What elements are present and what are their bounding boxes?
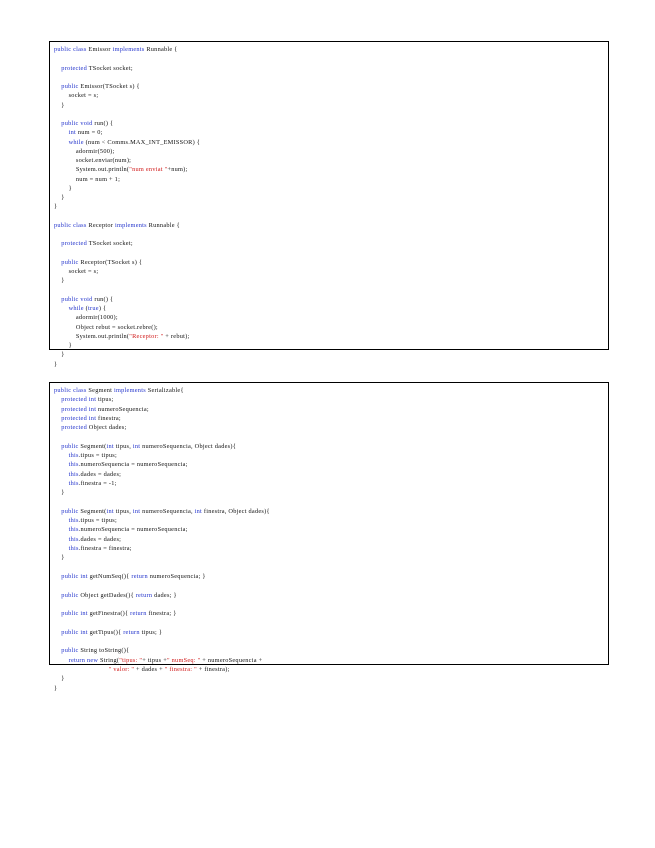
code-line bbox=[54, 332, 608, 341]
keyword-token: public bbox=[61, 83, 81, 90]
code-line bbox=[54, 386, 608, 395]
code-token: socket = s; bbox=[54, 92, 99, 100]
code-token: num = 0; bbox=[77, 129, 103, 137]
code-token: + finestra); bbox=[196, 665, 230, 673]
code-line bbox=[54, 656, 608, 665]
code-token: System.out.println( bbox=[54, 332, 130, 340]
keyword-token: public class bbox=[54, 387, 89, 394]
code-line bbox=[54, 119, 608, 128]
code-token bbox=[54, 526, 69, 533]
keyword-token: implements bbox=[112, 46, 147, 53]
string-token: " valor: " bbox=[108, 665, 135, 673]
keyword-token: int bbox=[132, 442, 143, 450]
keyword-token: public bbox=[61, 591, 81, 599]
code-token: run() { bbox=[94, 295, 114, 303]
code-token: } bbox=[54, 360, 58, 368]
code-token: adormir(500); bbox=[54, 147, 115, 155]
code-token: Object getDades(){ bbox=[80, 591, 136, 599]
code-token: tipus, bbox=[115, 442, 133, 450]
code-token: Receptor(TSocket s) { bbox=[80, 258, 143, 266]
code-token: } bbox=[54, 684, 58, 692]
keyword-token: protected bbox=[61, 240, 89, 248]
code-token: ( bbox=[85, 305, 89, 312]
keyword-token: protected bbox=[61, 424, 89, 432]
code-line bbox=[54, 184, 608, 193]
code-token: .numeroSequencia = numeroSequencia; bbox=[78, 526, 188, 534]
code-token bbox=[54, 517, 69, 524]
keyword-token: protected int bbox=[61, 405, 99, 413]
string-token: " finestra: " bbox=[164, 665, 197, 673]
keyword-token: public bbox=[61, 258, 81, 266]
code-token: } bbox=[54, 203, 58, 211]
code-line bbox=[54, 525, 608, 534]
code-line bbox=[54, 572, 608, 581]
code-token: tipus; } bbox=[141, 628, 163, 636]
code-line bbox=[54, 267, 608, 276]
code-token: + dades + bbox=[134, 665, 165, 673]
code-token bbox=[54, 452, 69, 459]
code-token: Emissor(TSocket s) { bbox=[80, 83, 140, 90]
code-token: Segment( bbox=[80, 442, 107, 450]
code-token: finestra, Object dades){ bbox=[203, 507, 270, 515]
code-token bbox=[54, 536, 69, 543]
code-token: numeroSequencia, bbox=[142, 507, 195, 515]
keyword-token: this bbox=[68, 470, 79, 478]
code-token: } bbox=[54, 194, 65, 201]
code-token: socket = s; bbox=[54, 268, 99, 275]
code-token: Runnable { bbox=[148, 221, 180, 229]
keyword-token: return bbox=[123, 628, 142, 636]
code-line bbox=[54, 470, 608, 479]
code-line bbox=[54, 442, 608, 451]
code-token bbox=[54, 305, 69, 312]
code-token: } bbox=[54, 489, 65, 497]
keyword-token: public bbox=[61, 442, 81, 450]
code-line bbox=[54, 618, 608, 627]
code-line bbox=[54, 637, 608, 646]
code-token bbox=[54, 471, 69, 478]
code-line bbox=[54, 304, 608, 313]
code-token: .dades = dades; bbox=[78, 535, 122, 543]
keyword-token: this bbox=[68, 517, 79, 525]
code-token: finestra; bbox=[98, 414, 121, 422]
keyword-token: true bbox=[88, 305, 99, 312]
keyword-token: while bbox=[68, 305, 86, 312]
code-line bbox=[54, 276, 608, 285]
code-line bbox=[54, 451, 608, 460]
code-line bbox=[54, 64, 608, 73]
keyword-token: public bbox=[61, 647, 81, 655]
code-token bbox=[54, 461, 69, 468]
keyword-token: public class bbox=[54, 221, 89, 229]
code-line bbox=[54, 350, 608, 359]
code-line bbox=[54, 175, 608, 184]
keyword-token: int bbox=[68, 129, 78, 137]
code-token: getTipus(){ bbox=[89, 628, 124, 636]
code-token: String toString(){ bbox=[80, 647, 130, 655]
keyword-token: return bbox=[131, 572, 150, 580]
code-token: String( bbox=[100, 656, 120, 664]
code-line bbox=[54, 432, 608, 441]
code-line bbox=[54, 479, 608, 488]
code-token: } bbox=[54, 351, 65, 359]
code-line bbox=[54, 341, 608, 350]
code-line bbox=[54, 488, 608, 497]
code-line bbox=[54, 128, 608, 137]
code-token: .finestra = -1; bbox=[78, 479, 117, 487]
code-line bbox=[54, 54, 608, 63]
code-line bbox=[54, 609, 608, 618]
keyword-token: this bbox=[68, 526, 79, 534]
code-token: .numeroSequencia = numeroSequencia; bbox=[78, 461, 188, 469]
code-token: finestra; } bbox=[148, 610, 177, 618]
code-token: tipus; bbox=[98, 396, 114, 404]
code-line bbox=[54, 202, 608, 211]
code-line bbox=[54, 516, 608, 525]
code-line bbox=[54, 684, 608, 693]
code-token: numeroSequencia; bbox=[98, 405, 149, 413]
code-token: Receptor bbox=[88, 221, 115, 229]
keyword-token: protected bbox=[61, 64, 89, 72]
code-token: } bbox=[54, 277, 65, 285]
code-line bbox=[54, 544, 608, 553]
code-line bbox=[54, 91, 608, 100]
keyword-token: int bbox=[132, 507, 143, 515]
code-line bbox=[54, 165, 608, 174]
code-token: .tipus = tipus; bbox=[78, 452, 117, 460]
code-line bbox=[54, 646, 608, 655]
code-token: } bbox=[54, 675, 65, 683]
code-line bbox=[54, 295, 608, 304]
code-line bbox=[54, 212, 608, 221]
code-token bbox=[54, 139, 69, 146]
keyword-token: this bbox=[68, 535, 79, 543]
keyword-token: protected int bbox=[61, 396, 99, 404]
code-line bbox=[54, 360, 608, 369]
code-token: + numeroSequencia + bbox=[200, 656, 263, 664]
keyword-token: public int bbox=[61, 610, 90, 618]
keyword-token: protected int bbox=[61, 414, 99, 422]
keyword-token: return bbox=[135, 591, 155, 599]
code-line bbox=[54, 535, 608, 544]
code-token: Runnable { bbox=[146, 46, 178, 53]
code-line bbox=[54, 498, 608, 507]
code-token: + tipus + bbox=[142, 656, 167, 664]
code-line bbox=[54, 563, 608, 572]
code-token bbox=[54, 657, 69, 664]
code-line bbox=[54, 45, 608, 54]
keyword-token: int bbox=[194, 507, 204, 515]
code-token bbox=[54, 480, 69, 487]
code-line bbox=[54, 147, 608, 156]
code-token bbox=[54, 545, 69, 552]
code-line bbox=[54, 110, 608, 119]
code-line bbox=[54, 600, 608, 609]
code-line bbox=[54, 313, 608, 322]
code-line bbox=[54, 507, 608, 516]
keyword-token: this bbox=[68, 545, 79, 553]
code-token: +num); bbox=[167, 166, 188, 174]
keyword-token: int bbox=[106, 442, 116, 450]
code-token: + rebut); bbox=[163, 332, 190, 340]
code-token: adormir(1000); bbox=[54, 314, 118, 322]
code-line bbox=[54, 423, 608, 432]
code-listing-segment bbox=[49, 382, 609, 692]
code-line bbox=[54, 138, 608, 147]
keyword-token: while bbox=[68, 138, 86, 146]
code-line bbox=[54, 553, 608, 562]
code-token: TSocket socket; bbox=[88, 240, 133, 248]
string-token: "num enviat " bbox=[129, 166, 168, 174]
code-token: Segment bbox=[88, 387, 115, 394]
string-token: "Receptor: " bbox=[129, 332, 164, 340]
code-line bbox=[54, 101, 608, 110]
code-token: socket.enviar(num); bbox=[54, 157, 132, 164]
code-line bbox=[54, 674, 608, 683]
keyword-token: return bbox=[130, 610, 149, 618]
code-line bbox=[54, 414, 608, 423]
code-token: } bbox=[54, 342, 72, 349]
code-token: run() { bbox=[94, 120, 114, 127]
code-line bbox=[54, 460, 608, 469]
code-line bbox=[54, 591, 608, 600]
keyword-token: this bbox=[68, 461, 79, 469]
keyword-token: implements bbox=[114, 387, 148, 394]
code-token: Object dades; bbox=[88, 424, 127, 432]
code-line bbox=[54, 239, 608, 248]
keyword-token: public bbox=[61, 507, 81, 515]
code-token: .tipus = tipus; bbox=[78, 517, 117, 525]
code-line bbox=[54, 628, 608, 637]
code-line bbox=[54, 221, 608, 230]
keyword-token: public int bbox=[61, 628, 90, 636]
code-token: getFinestra(){ bbox=[89, 610, 131, 618]
code-token: .dades = dades; bbox=[78, 470, 122, 478]
code-token: Segment( bbox=[80, 507, 107, 515]
keyword-token: this bbox=[68, 452, 79, 460]
code-token: getNumSeq(){ bbox=[89, 572, 132, 580]
keyword-token: this bbox=[68, 479, 79, 487]
keyword-token: int bbox=[106, 507, 116, 515]
string-token: "tipus: " bbox=[119, 656, 143, 664]
code-token: Object rebut = socket.rebre(); bbox=[54, 323, 158, 331]
keyword-token: public class bbox=[54, 46, 89, 53]
code-token: tipus, bbox=[115, 507, 133, 515]
code-line bbox=[54, 405, 608, 414]
code-line bbox=[54, 230, 608, 239]
code-token: } bbox=[54, 184, 72, 192]
code-listing-emissor-receptor bbox=[49, 41, 609, 368]
code-token: } bbox=[54, 554, 65, 562]
code-line bbox=[54, 73, 608, 82]
code-token: Emissor bbox=[88, 46, 113, 53]
code-line bbox=[54, 286, 608, 295]
code-token bbox=[54, 129, 69, 136]
code-line bbox=[54, 581, 608, 590]
keyword-token: implements bbox=[114, 221, 149, 229]
string-token: " numSeq: " bbox=[167, 656, 201, 664]
code-token bbox=[54, 666, 109, 673]
keyword-token: return new bbox=[68, 656, 101, 664]
code-line bbox=[54, 395, 608, 404]
code-line bbox=[54, 156, 608, 165]
code-line bbox=[54, 249, 608, 258]
code-token: numeroSequencia, Object dades){ bbox=[142, 442, 236, 450]
keyword-token: public void bbox=[61, 120, 95, 127]
keyword-token: public int bbox=[61, 572, 90, 580]
code-line bbox=[54, 323, 608, 332]
code-token: dades; } bbox=[154, 591, 177, 599]
code-token: .finestra = finestra; bbox=[78, 545, 132, 553]
code-line bbox=[54, 665, 608, 674]
code-line bbox=[54, 258, 608, 267]
code-token: Serializable{ bbox=[147, 387, 184, 394]
code-token: (num < Comms.MAX_INT_EMISSOR) { bbox=[85, 138, 201, 146]
code-token: num = num + 1; bbox=[54, 175, 121, 183]
code-token: TSocket socket; bbox=[88, 64, 133, 72]
code-token: System.out.println( bbox=[54, 166, 130, 174]
code-line bbox=[54, 193, 608, 202]
keyword-token: public void bbox=[61, 295, 95, 303]
code-line bbox=[54, 82, 608, 91]
code-token: numeroSequencia; } bbox=[149, 572, 206, 580]
code-token: } bbox=[54, 101, 65, 109]
code-token: ) { bbox=[98, 305, 107, 312]
